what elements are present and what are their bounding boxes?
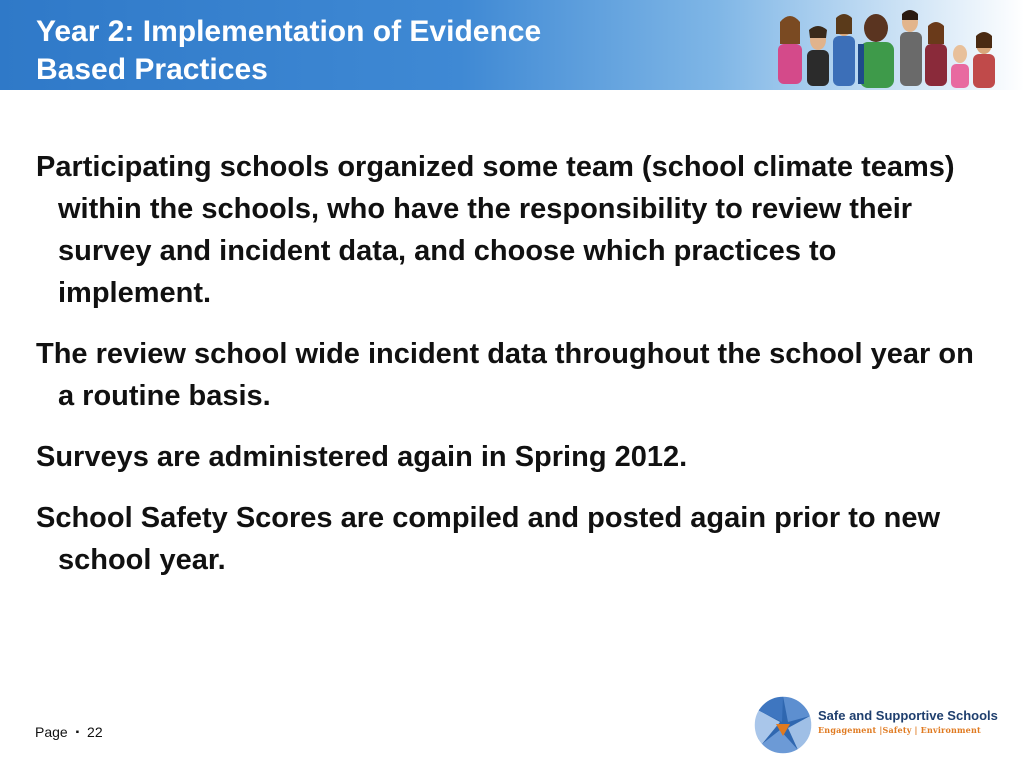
slide-body: [36, 146, 996, 600]
logo-tagline: Engagement |Safety | Environment: [818, 725, 981, 735]
student-figure: [973, 32, 995, 88]
student-figure: [778, 16, 802, 84]
slide-title-line-1: Year 2: Implementation of Evidence: [36, 15, 542, 48]
page-number: 22: [87, 724, 103, 740]
student-figure: [807, 26, 829, 86]
students-photo: [760, 4, 1010, 90]
page-label: Page: [35, 724, 68, 740]
slide-title-line-2: Based Practices: [36, 53, 268, 86]
body-paragraph: Surveys are administered again in Spring 2012.: [36, 441, 688, 473]
globe-logo-icon: [752, 692, 814, 758]
student-figure: [833, 14, 855, 86]
logo-text: [818, 708, 998, 736]
safe-supportive-schools-logo: [752, 692, 998, 758]
student-figure: [925, 22, 947, 86]
student-figure: [900, 10, 922, 86]
header-band: [0, 0, 1024, 90]
slide-title: [36, 13, 656, 89]
page-separator: ▪: [75, 727, 80, 738]
body-paragraph: School Safety Scores are compiled and posted again prior to new school year.: [36, 502, 941, 576]
page-indicator: [35, 724, 103, 740]
student-figure: [858, 14, 894, 88]
body-paragraph: The review school wide incident data throughout the school year on a routine basis.: [36, 338, 974, 412]
body-paragraph: Participating schools organized some team (school climate teams) within the schools, who have the responsibility to review their survey and incident data, and choose which practices to implement.: [36, 151, 955, 309]
student-figure: [951, 45, 969, 88]
logo-title: Safe and Supportive Schools: [818, 708, 998, 723]
